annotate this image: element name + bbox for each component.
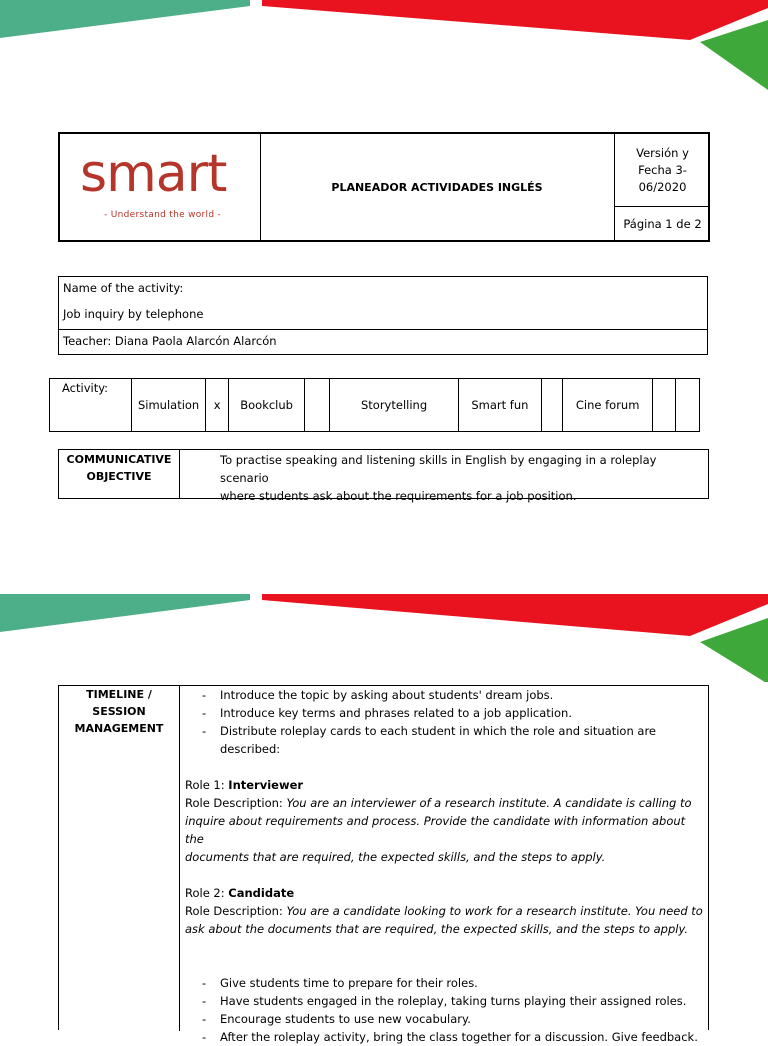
role1-desc-line-3: documents that are required, the expected skills, and the steps to apply. [185,850,606,864]
timeline-label-line-1: TIMELINE / SESSION [86,688,152,718]
option-simulation: Simulation [132,379,206,432]
role2-desc-line-2: ask about the documents that are required, the expected skills, and the steps to apply. [185,922,689,936]
intro-bullet: - Introduce the topic by asking about students' dream jobs. [185,686,705,704]
logo-tagline: - Understand the world - [104,210,222,220]
objective-label [59,450,180,498]
teacher-row: Teacher: Diana Paola Alarcón Alarcón [58,329,708,355]
role1-name: Interviewer [228,778,304,792]
objective-line-1: To practise speaking and listening skills in English by engaging in a roleplay scenario [220,453,657,485]
activity-name-row [58,276,708,329]
role1-description [185,794,705,812]
timeline-body [185,686,705,1046]
version-line-3: 06/2020 [638,179,687,194]
role1-heading [185,776,705,794]
objective-line-2: where students ask about the requirements for a job position. [220,489,577,503]
document-header [58,132,710,242]
option-bookclub: Bookclub [229,379,304,432]
mark-bookclub [304,379,329,432]
intro-bullet: - Introduce key terms and phrases related to a job application. [185,704,705,722]
role2-description [185,902,705,920]
closing-bullet: - Have students engaged in the roleplay, taking turns playing their assigned roles. [185,992,705,1010]
objective-label-line-2: OBJECTIVE [86,470,152,483]
mark-empty [675,379,699,432]
objective-text [220,451,700,505]
closing-bullet: - Encourage students to use new vocabulary. [185,1010,705,1028]
timeline-label [59,686,180,1031]
option-storytelling: Storytelling [330,379,459,432]
closing-bullet: - After the roleplay activity, bring the class together for a discussion. Give feedback. [185,1028,705,1046]
timeline-label-line-2: MANAGEMENT [74,722,164,735]
option-smart-fun: Smart fun [459,379,542,432]
mark-cine-forum [653,379,675,432]
mark-simulation: x [205,379,229,432]
role2-desc-line-1: You are a candidate looking to work for a research institute. You need to [286,904,703,918]
option-cine-forum: Cine forum [563,379,653,432]
objective-label-line-1: COMMUNICATIVE [66,453,172,466]
activity-info-box [58,276,708,355]
role1-desc-line-1: You are an interviewer of a research institute. A candidate is calling to [286,796,692,810]
document-title: PLANEADOR ACTIVIDADES INGLÉS [260,134,615,240]
role2-prefix: Role 2: [185,886,229,900]
activity-name-value: Job inquiry by telephone [63,307,204,321]
top-decorative-band [0,0,768,90]
activity-label: Activity: [50,379,132,432]
middle-decorative-band [0,592,768,682]
version-line-1: Versión y [636,145,689,160]
page-number: Página 1 de 2 [623,216,702,231]
role2-heading [185,884,705,902]
timeline-section [58,685,709,1044]
mark-smart-fun [541,379,562,432]
intro-bullet: - Distribute roleplay cards to each student in which the role and situation are described: [185,722,705,758]
activity-name-label: Name of the activity: [63,281,184,295]
activity-type-table [49,378,700,432]
communicative-objective [58,449,709,503]
logo-cell [60,134,261,240]
version-date [615,134,710,207]
version-line-2: Fecha 3- [638,162,687,177]
smart-logo: smart [80,144,227,204]
role1-desc-prefix: Role Description: [185,796,287,810]
role2-name: Candidate [228,886,295,900]
role2-desc-prefix: Role Description: [185,904,287,918]
closing-bullet: - Give students time to prepare for their roles. [185,974,705,992]
role1-prefix: Role 1: [185,778,229,792]
role1-desc-line-2: inquire about requirements and process. Provide the candidate with information about the [185,814,686,846]
